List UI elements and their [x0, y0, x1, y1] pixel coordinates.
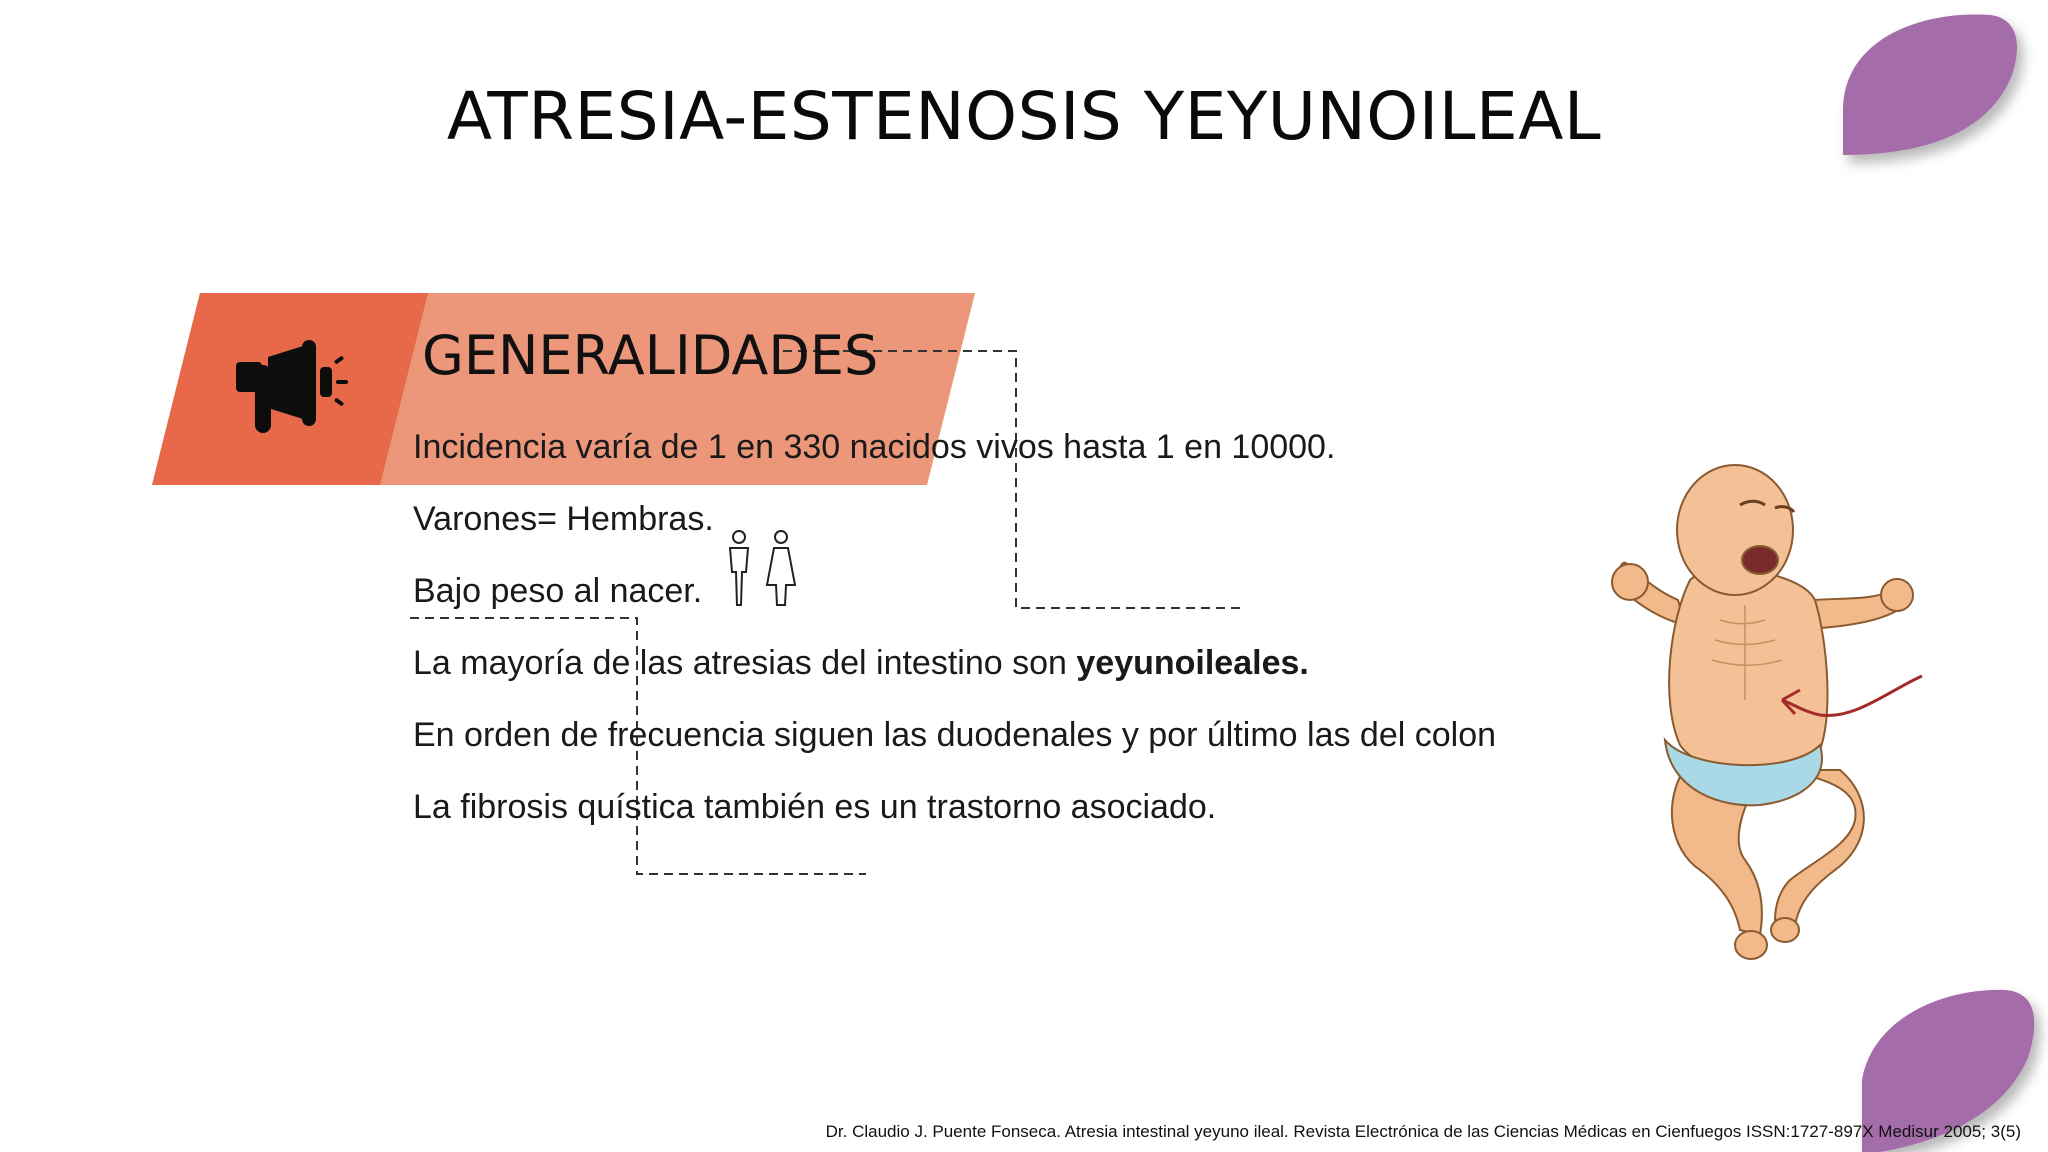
bullet-birth-weight: Bajo peso al nacer.: [413, 572, 703, 610]
bullet-cystic-fibrosis: La fibrosis quística también es un trastorno asociado.: [413, 788, 1217, 826]
citation: Dr. Claudio J. Puente Fonseca. Atresia intestinal yeyuno ileal. Revista Electrónica de las Ciencias Médicas en Cienfuegos ISSN:1727-897X Medisur 2005; 3(5): [825, 1122, 2021, 1141]
bullet-majority-text: La mayoría de las atresias del intestino son: [413, 644, 1077, 682]
newborn-baby-illustration: [1612, 465, 1922, 959]
bullet-frequency: En orden de frecuencia siguen las duodenales y por último las del colon: [413, 716, 1497, 754]
slide-title: ATRESIA-ESTENOSIS YEYUNOILEAL: [446, 78, 1602, 155]
bullet-majority: [413, 644, 1309, 683]
bullet-majority-bold: yeyunoileales.: [1076, 644, 1309, 682]
bullet-gender: Varones= Hembras.: [413, 500, 714, 538]
male-icon: [730, 531, 748, 605]
section-heading: GENERALIDADES: [422, 324, 879, 387]
female-icon: [767, 531, 795, 605]
bullet-incidence: Incidencia varía de 1 en 330 nacidos vivos hasta 1 en 10000.: [413, 428, 1336, 466]
